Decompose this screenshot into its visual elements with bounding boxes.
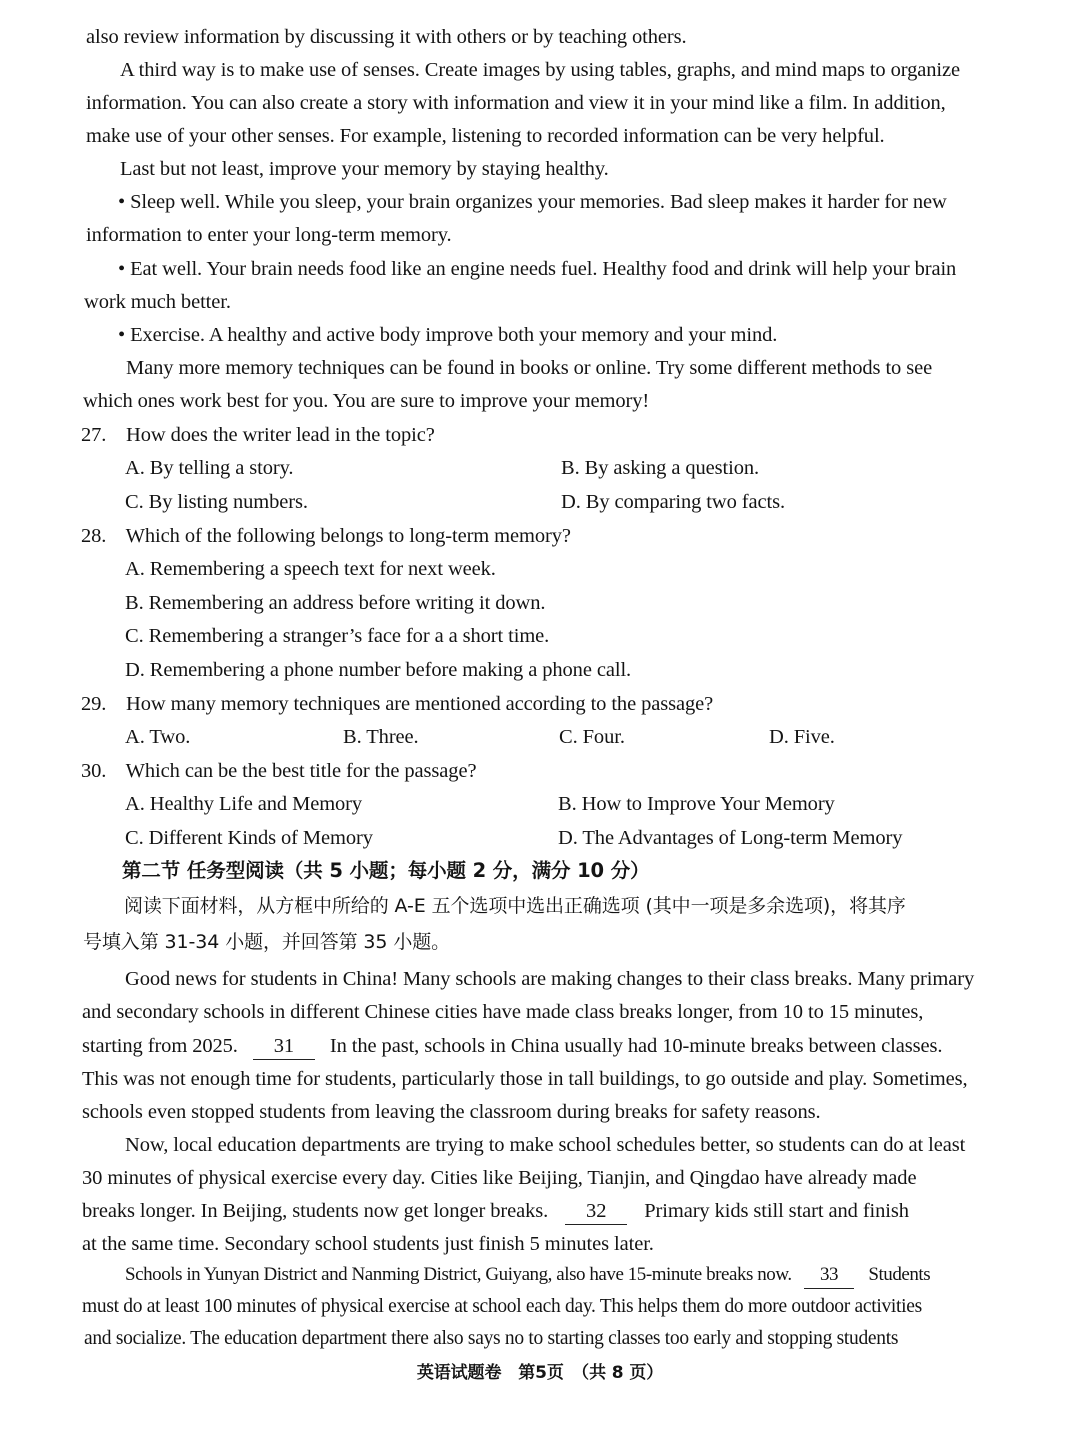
option-b: B. How to Improve Your Memory: [558, 793, 835, 815]
passage-line: This was not enough time for students, particularly those in tall buildings, to go outside and play. Sometimes,: [82, 1068, 968, 1090]
answer-blank-32: 32: [565, 1198, 627, 1225]
passage-line: information. You can also create a story with information and view it in your mind like a film. In addition,: [86, 92, 946, 114]
passage-line: Last but not least, improve your memory by staying healthy.: [120, 158, 609, 180]
option-a: A. Remembering a speech text for next week.: [125, 558, 496, 580]
question-stem: How many memory techniques are mentioned according to the passage?: [126, 693, 714, 715]
option-c: C. Remembering a stranger’s face for a a short time.: [125, 625, 550, 647]
passage-text: Primary kids still start and finish: [644, 1200, 909, 1222]
passage-line: also review information by discussing it with others or by teaching others.: [86, 26, 687, 48]
passage-line: Now, local education departments are trying to make school schedules better, so students can do at least: [125, 1134, 966, 1156]
bullet-item: • Eat well. Your brain needs food like an engine needs fuel. Healthy food and drink will help your brain: [118, 258, 957, 280]
passage-line: [82, 1198, 909, 1225]
passage-line: at the same time. Secondary school students just finish 5 minutes later.: [82, 1233, 654, 1255]
option-c: C. Four.: [559, 726, 625, 748]
passage-text: Schools in Yunyan District and Nanming District, Guiyang, also have 15-minute breaks now.: [125, 1264, 792, 1285]
question-number: 29.: [81, 693, 107, 715]
section-instructions: 号填入第 31-34 小题，并回答第 35 小题。: [83, 931, 451, 953]
option-c: C. Different Kinds of Memory: [125, 827, 373, 849]
passage-text: In the past, schools in China usually had 10-minute breaks between classes.: [329, 1035, 943, 1057]
passage-line: make use of your other senses. For example, listening to recorded information can be very helpful.: [86, 125, 885, 147]
question-stem: How does the writer lead in the topic?: [126, 424, 435, 446]
passage-text: starting from 2025.: [82, 1035, 238, 1057]
bullet-item: • Exercise. A healthy and active body improve both your memory and your mind.: [118, 324, 778, 346]
passage-line: [82, 1033, 942, 1060]
question-number: 30.: [81, 760, 107, 782]
option-b: B. By asking a question.: [561, 457, 760, 479]
option-b: B. Remembering an address before writing it down.: [125, 592, 546, 614]
passage-line: and socialize. The education department there also says no to starting classes too early and stopping students: [84, 1328, 899, 1349]
option-a: A. Healthy Life and Memory: [125, 793, 363, 815]
option-c: C. By listing numbers.: [125, 491, 308, 513]
bullet-item: • Sleep well. While you sleep, your brain organizes your memories. Bad sleep makes it harder for new: [118, 191, 947, 213]
question-28: [81, 523, 571, 549]
option-d: D. By comparing two facts.: [561, 491, 785, 513]
section-heading: 第二节 任务型阅读（共 5 小题；每小题 2 分，满分 10 分）: [122, 859, 650, 882]
passage-line: 30 minutes of physical exercise every day. Cities like Beijing, Tianjin, and Qingdao have already made: [82, 1167, 917, 1189]
question-30: [81, 758, 476, 784]
passage-line: information to enter your long-term memory.: [86, 224, 452, 246]
question-number: 28.: [81, 525, 107, 547]
passage-line: A third way is to make use of senses. Create images by using tables, graphs, and mind maps to organize: [120, 59, 961, 81]
passage-line: must do at least 100 minutes of physical exercise at school each day. This helps them do more outdoor activities: [82, 1296, 922, 1317]
answer-blank-33: 33: [804, 1262, 854, 1289]
passage-line: Good news for students in China! Many schools are making changes to their class breaks. Many primary: [125, 968, 975, 990]
option-b: B. Three.: [343, 726, 419, 748]
question-27: [81, 422, 435, 448]
section-instructions: 阅读下面材料，从方框中所给的 A-E 五个选项中选出正确选项 (其中一项是多余选项)，将其序: [124, 895, 906, 917]
passage-text: breaks longer. In Beijing, students now get longer breaks.: [82, 1200, 549, 1222]
passage-line: [125, 1262, 930, 1289]
option-d: D. The Advantages of Long-term Memory: [558, 827, 903, 849]
passage-line: work much better.: [84, 291, 231, 313]
question-stem: Which of the following belongs to long-term memory?: [125, 525, 571, 547]
passage-line: Many more memory techniques can be found in books or online. Try some different methods to see: [126, 357, 933, 379]
option-d: D. Remembering a phone number before making a phone call.: [125, 659, 632, 681]
passage-line: which ones work best for you. You are sure to improve your memory!: [83, 390, 650, 412]
question-29: [81, 691, 713, 717]
answer-blank-31: 31: [253, 1033, 315, 1060]
option-a: A. Two.: [125, 726, 191, 748]
passage-line: and secondary schools in different Chinese cities have made class breaks longer, from 10 to 15 minutes,: [82, 1001, 924, 1023]
option-a: A. By telling a story.: [125, 457, 294, 479]
passage-line: schools even stopped students from leaving the classroom during breaks for safety reasons.: [82, 1101, 821, 1123]
question-number: 27.: [81, 424, 107, 446]
question-stem: Which can be the best title for the passage?: [125, 760, 477, 782]
page-footer: 英语试题卷 第5页 （共 8 页）: [416, 1363, 664, 1383]
option-d: D. Five.: [769, 726, 835, 748]
passage-text: Students: [868, 1264, 931, 1285]
